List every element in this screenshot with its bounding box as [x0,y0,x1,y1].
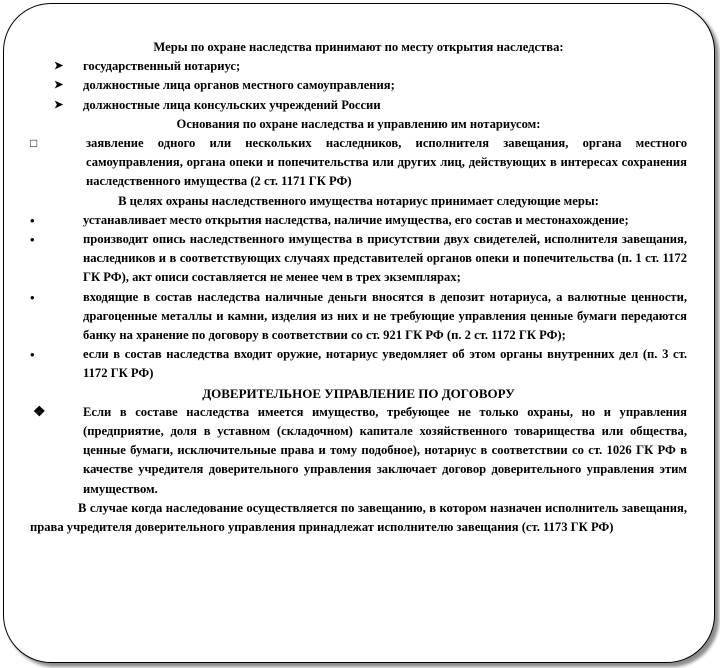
list-item: • входящие в состав наследства наличные деньги вносятся в депозит нотариуса, а валютные ценности, драгоценные металлы и камни, изделия из них и не требующие управления ценные бумаги передаются банку на хранение по договору в соответствии со ст. 921 ГК РФ (п. 2 ст. 1172 ГК РФ); [30,289,687,343]
list-item: ➤ должностные лица консульских учреждений России [30,96,687,115]
trust-paragraph: В случае когда наследование осуществляется по завещанию, в котором назначен исполнитель завещания, права учредителя доверительного управления принадлежат исполнителю завещания (ст. 1173 ГК РФ) [30,500,687,535]
diamond-bullet-icon: ❖ [33,404,46,420]
list-item: ❖ Если в составе наследства имеется имущество, требующее не только охраны, но и управления (предприятие, доля в уставном (складочном) капитале хозяйственного товарищества или общества, ценные бумаги, исключительные права и тому подобное), нотариус в соответствии со ст. 1026 ГК РФ в качестве учредителя доверительного управления заключает договор доверительного управления этим имуществом. [33,404,687,496]
trust-list [30,403,687,499]
dot-bullet-icon: • [30,289,35,305]
measures-heading: В целях охраны наследственного имущества нотариус принимает следующие меры: [118,193,599,208]
dot-bullet-icon: • [30,232,35,248]
list-item: ➤ должностные лица органов местного самоуправления; [30,76,687,95]
arrow-bullet-icon: ➤ [54,79,64,92]
document-body [30,38,687,537]
list-item: • если в состав наследства входит оружие, нотариус уведомляет об этом органы внутренних дел (п. 3 ст. 1172 ГК РФ) [30,347,687,381]
list-item: ➤ государственный нотариус; [30,57,687,76]
trust-heading: ДОВЕРИТЕЛЬНОЕ УПРАВЛЕНИЕ ПО ДОГОВОРУ [202,385,515,401]
dot-bullet-icon: • [30,212,35,228]
grounds-list [30,134,687,192]
list-item: □ заявление одного или нескольких наследников, исполнителя завещания, органа местного самоуправления, органа опеки и попечительства или других лиц, действующих в интересах сохранения наследственного имущества (2 ст. 1171 ГК РФ) [30,136,687,189]
protection-heading: Меры по охране наследства принимают по месту открытия наследства: [153,40,564,54]
arrow-bullet-icon: ➤ [54,98,64,111]
dot-bullet-icon: • [30,347,35,363]
list-item: • производит опись наследственного имущества в присутствии двух свидетелей, исполнителя завещания, наследников и в соответствующих случаях представителей органов опеки и попечительства (п. 1 ст. 1172 ГК РФ), акт описи составляется не менее чем в трех экземплярах; [30,232,687,285]
arrow-bullet-icon: ➤ [54,60,64,73]
protection-list [30,57,687,115]
measures-list [30,211,687,384]
list-item: • устанавливает место открытия наследства, наличие имущества, его состав и местонахождение; [30,211,687,230]
grounds-heading: Основания по охране наследства и управлению им нотариусом: [176,116,541,131]
square-bullet-icon: □ [30,136,38,151]
